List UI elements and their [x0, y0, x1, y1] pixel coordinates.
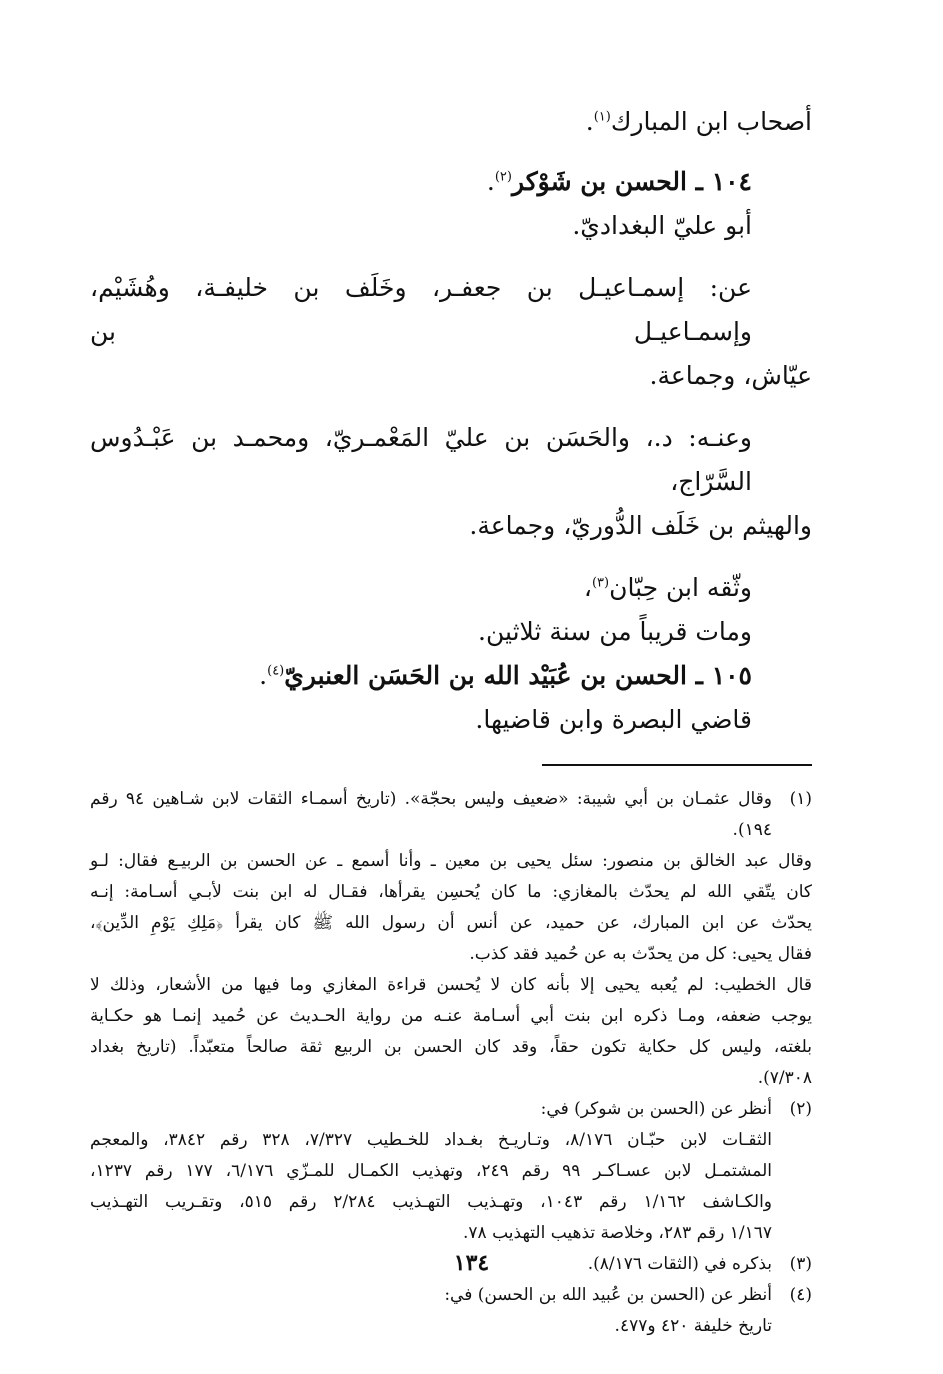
footnote-line: بلغته، وليس كل حكاية تكون حقاً، وقد كان الحسن بن الربيع ثقة صالحاً متعبّداً. (تاريخ بغداد: [90, 1037, 812, 1057]
page-number: ١٣٤: [453, 1250, 490, 1276]
footnote: [90, 1280, 812, 1342]
death-line: ومات قريباً من سنة ثلاثين.: [478, 617, 752, 646]
narrators-from-line: عيّاش، وجماعة.: [649, 361, 812, 390]
footnote: [90, 784, 812, 846]
text-line: [90, 100, 812, 144]
footnote-line: وقال عبد الخالق بن منصور: سئل يحيى بن معين ـ وأنا أسمع ـ عن الحسن بن الربيـع فقال: لـو: [90, 851, 812, 871]
footnote-number: (٣): [789, 1254, 812, 1274]
narrators-from-line: عن: إسمـاعيـل بن جعفـر، وخَلَف بن خليفـة، وهُشَيْم، وإسمـاعيـل بن: [90, 273, 752, 346]
footnote-line: تاريخ خليفة ٤٢٠ و٤٧٧.: [614, 1316, 772, 1336]
footnote-number: (١): [789, 789, 812, 809]
line-text: وثّقه ابن حِبّان: [609, 573, 752, 602]
footnote-line: ١/١٦٧ رقم ٢٨٣، وخلاصة تذهيب التهذيب ٧٨.: [463, 1223, 772, 1243]
footnote-line: ١٩٤).: [732, 820, 772, 840]
entry-kunya: أبو عليّ البغداديّ.: [572, 211, 752, 240]
heading-text: ١٠٤ ـ الحسن بن شَوْكر: [511, 167, 752, 196]
tawthiq-line: [90, 566, 812, 610]
footnote-ref: (٢): [494, 169, 512, 185]
footnote-line: يوجب ضعفه، ومـا ذكره ابن بنت أبي أسـامة عنـه من رواية الحـديث عن حُميد إنمـا هو حكـاية: [90, 1006, 812, 1026]
footnote-line: الثقـات لابن حبّـان ٨/١٧٦، وتـاريـخ بغـداد للخـطيب ٧/٣٢٧، ٣٢٨ رقم ٣٨٤٢، والمعجم: [90, 1130, 772, 1150]
punctuation: .: [585, 107, 594, 136]
punctuation: .: [259, 661, 268, 690]
footnote-ref: (٤): [267, 663, 285, 679]
footnote-ref: (٣): [591, 575, 610, 591]
entry-heading: [90, 160, 812, 204]
book-page: [90, 100, 812, 1336]
footnote-line: أنظر عن (الحسن بن عُبيد الله بن الحسن) في:: [444, 1285, 772, 1305]
footnote-body: [90, 1280, 772, 1342]
footnote-number: (٤): [789, 1285, 812, 1305]
footnote-line: كان يتّقي الله لم يحدّث بالمغازي: ما كان يُحسِن يقرأها، فقـال له ابن بنت لأبـي أسـامة: إنـه: [90, 882, 812, 902]
punctuation: .: [486, 167, 495, 196]
entry-heading: [90, 654, 812, 698]
footnote-line: بذكره في (الثقات ٨/١٧٦).: [587, 1254, 772, 1274]
footnote-body: [90, 1094, 772, 1125]
footnote-body: [90, 846, 812, 1094]
footnote-line: فقال يحيى: كل من يحدّث به عن حُميد فقد كذب.: [469, 944, 812, 964]
footnote-number: (٢): [789, 1099, 812, 1119]
heading-text: ١٠٥ ـ الحسن بن عُبَيْد الله بن الحَسَن العنبريّ: [284, 661, 752, 690]
footnote-body: [90, 1125, 812, 1249]
footnote-line: ٧/٣٠٨).: [757, 1068, 812, 1088]
footnote-line: قال الخطيب: لم يُعبه يحيى إلا بأنه كان لا يُحسن قراءة المغازي وما فيها من الأشعار، وذلك لا: [90, 975, 812, 995]
footnote-line: يحدّث عن ابن المبارك، عن حميد، عن أنس أن رسول الله ﷺ كان يقرأ ﴿مَلِكِ يَوْمِ الدِّين﴾،: [90, 913, 812, 933]
footnote-separator: [542, 764, 812, 766]
line-text: أصحاب ابن المبارك: [610, 107, 812, 136]
footnote-body: [90, 784, 772, 846]
entry-description: قاضي البصرة وابن قاضيها.: [475, 705, 752, 734]
punctuation: ،: [583, 573, 592, 602]
footnote-line: المشتمـل لابن عسـاكـر ٩٩ رقم ٢٤٩، وتهذيب الكمـال للمـزّي ٦/١٧٦، ١٧٧ رقم ١٢٣٧،: [90, 1161, 772, 1181]
footnote: [90, 1094, 812, 1125]
footnote-line: وقال عثمـان بن أبي شيبة: «ضعيف وليس بحجّة». (تاريخ أسمـاء الثقات لابن شـاهين ٩٤ رقم: [90, 789, 772, 809]
footnote-ref: (١): [593, 109, 611, 125]
narrators-by-line: والهيثم بن خَلَف الدُّوريّ، وجماعة.: [469, 511, 812, 540]
footnote-line: والكـاشف ١/١٦٢ رقم ١٠٤٣، وتهـذيب التهـذيب ٢/٢٨٤ رقم ٥١٥، وتقـريب التهـذيب: [90, 1192, 772, 1212]
footnote-line: أنظر عن (الحسن بن شوكر) في:: [540, 1099, 772, 1119]
narrators-by-line: وعنـه: د.، والحَسَن بن عليّ المَعْمـريّ، ومحمـد بن عَبْـدُوس السَّرّاج،: [90, 423, 752, 496]
